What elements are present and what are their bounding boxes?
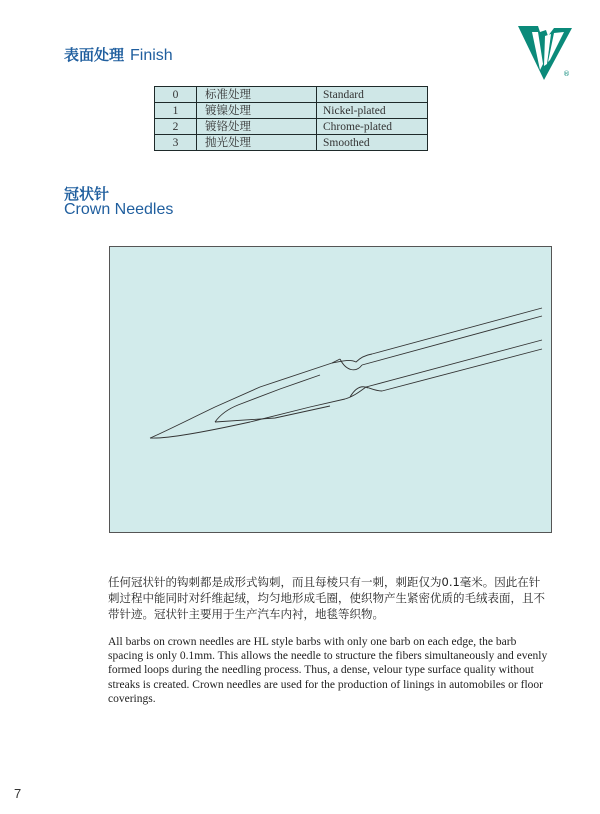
crown-description-cn: 任何冠状针的钩刺都是成形式钩刺，而且每棱只有一刺，刺距仅为0.1毫米。因此在针刺过程中能同时对纤维起绒，均匀地形成毛圈，使织物产生紧密优质的毛绒表面，且不带针迹。冠状针主要用于生产汽车内衬，地毯等织物。 — [108, 575, 545, 621]
table-row — [155, 135, 428, 151]
finish-name-en: Smoothed — [317, 135, 428, 151]
company-logo — [518, 24, 574, 82]
finish-name-cn: 标准处理 — [197, 87, 317, 103]
finish-title-en: Finish — [130, 47, 173, 64]
table-row — [155, 103, 428, 119]
finish-table — [154, 86, 428, 151]
finish-code: 1 — [155, 103, 197, 119]
finish-name-cn: 镀镍处理 — [197, 103, 317, 119]
needle-drawing — [110, 247, 553, 534]
finish-name-en: Chrome-plated — [317, 119, 428, 135]
needle-lower-edge — [150, 399, 345, 438]
shaft-top-inner — [362, 316, 542, 365]
logo-emblem-icon — [518, 24, 574, 82]
finish-code: 2 — [155, 119, 197, 135]
finish-code: 0 — [155, 87, 197, 103]
crown-title-cn: 冠状针 — [64, 185, 110, 203]
finish-heading — [64, 44, 173, 65]
upper-barb — [332, 354, 372, 363]
finish-name-cn: 抛光处理 — [197, 135, 317, 151]
registered-mark: ® — [563, 70, 570, 78]
finish-name-cn: 镀铬处理 — [197, 119, 317, 135]
page-number: 7 — [14, 786, 22, 801]
finish-title-cn: 表面处理 — [64, 46, 125, 64]
table-row — [155, 87, 428, 103]
needle-facet — [215, 406, 330, 422]
finish-name-en: Standard — [317, 87, 428, 103]
lower-barb — [345, 387, 382, 399]
finish-code: 3 — [155, 135, 197, 151]
crown-needle-diagram — [109, 246, 552, 533]
finish-name-en: Nickel-plated — [317, 103, 428, 119]
crown-title-en: Crown Needles — [64, 201, 174, 218]
needle-upper-edge — [150, 359, 340, 438]
needle-facet-upper — [215, 375, 320, 422]
shaft-bottom-inner — [366, 340, 542, 387]
table-row — [155, 119, 428, 135]
crown-description-en: All barbs on crown needles are HL style barbs with only one barb on each edge, the barb spacing is only 0.1mm. This allows the needle to structure the fibers simultaneously and evenly formed loops during the needling process. Thus, a dense, velour type surface quality without streaks is created. Crown needles are used for the production of linings in automobiles or floor coverings. — [108, 636, 548, 705]
shaft-bottom-outer — [382, 349, 542, 391]
